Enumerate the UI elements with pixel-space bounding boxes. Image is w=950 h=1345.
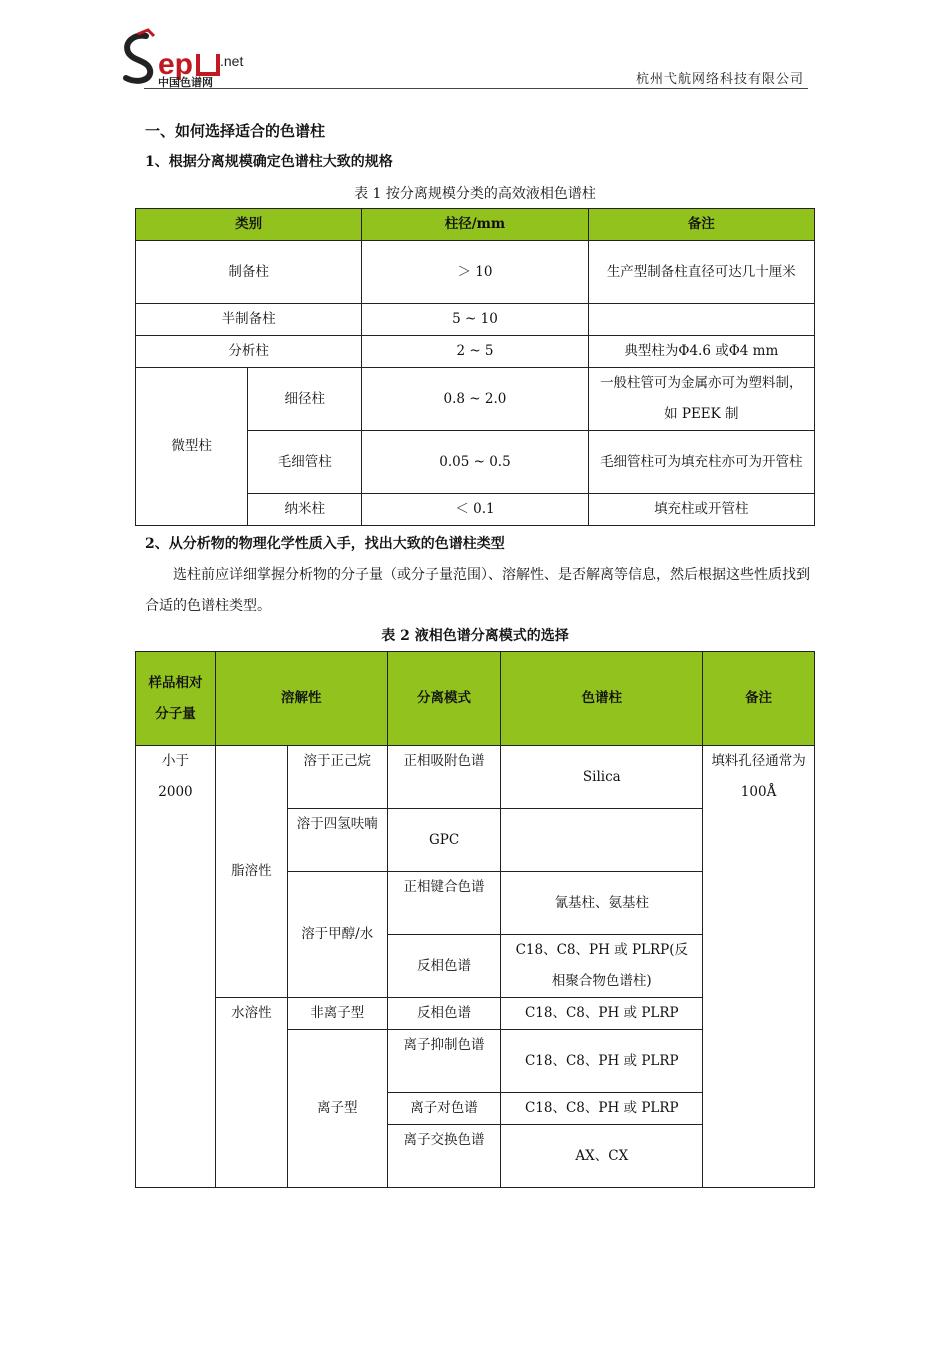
t1-header-category: 类别: [136, 209, 362, 241]
t2-cell: 溶于正己烷: [287, 746, 387, 809]
t1-cell: 2 ~ 5: [362, 336, 588, 368]
t1-cell: 毛细管柱: [248, 431, 362, 494]
t2-header-solubility: 溶解性: [215, 652, 387, 746]
t2-cell-note: 填料孔径通常为 100Å: [703, 746, 815, 1188]
t2-header-column: 色谱柱: [501, 652, 703, 746]
t2-header-mw: 样品相对分子量: [136, 652, 216, 746]
t2-cell: 离子对色谱: [387, 1093, 501, 1125]
t1-cell: 一般柱管可为金属亦可为塑料制，如 PEEK 制: [588, 368, 814, 431]
t2-cell: 溶于甲醇/水: [287, 872, 387, 998]
t1-cell: 0.05 ~ 0.5: [362, 431, 588, 494]
t1-cell: 制备柱: [136, 241, 362, 304]
page-header: [120, 28, 808, 90]
t2-cell: 离子抑制色谱: [387, 1030, 501, 1093]
t2-cell: 氰基柱、氨基柱: [501, 872, 703, 935]
body-paragraph: 选柱前应详细掌握分析物的分子量（或分子量范围）、溶解性、是否解离等信息，然后根据这些性质找到合适的色谱柱类型。: [145, 567, 810, 614]
svg-text:ep: ep: [158, 48, 194, 81]
t1-header-note: 备注: [588, 209, 814, 241]
t2-cell: C18、C8、PH 或 PLRP(反相聚合物色谱柱): [501, 935, 703, 998]
t1-cell: 5 ~ 10: [362, 304, 588, 336]
t2-cell: C18、C8、PH 或 PLRP: [501, 1030, 703, 1093]
t2-cell: C18、C8、PH 或 PLRP: [501, 1093, 703, 1125]
t1-cell: 半制备柱: [136, 304, 362, 336]
company-name: 杭州弋航网络科技有限公司: [635, 72, 804, 87]
t2-cell: GPC: [387, 809, 501, 872]
t2-cell: 离子型: [287, 1030, 387, 1188]
header-divider: [144, 88, 808, 89]
t2-header-note: 备注: [703, 652, 815, 746]
t2-cell: 正相吸附色谱: [387, 746, 501, 809]
t2-cell: AX、CX: [501, 1125, 703, 1188]
t1-cell: ＜ 0.1: [362, 494, 588, 526]
svg-text:中国色谱网: 中国色谱网: [158, 77, 213, 88]
column-scale-table: [135, 208, 815, 526]
separation-mode-table: [135, 651, 815, 1188]
table1-caption: 表 1 按分离规模分类的高效液相色谱柱: [354, 186, 596, 202]
t1-cell: 典型柱为Φ4.6 或Φ4 mm: [588, 336, 814, 368]
t1-cell: 分析柱: [136, 336, 362, 368]
t2-cell: 非离子型: [287, 998, 387, 1030]
table2-caption: 表 2 液相色谱分离模式的选择: [381, 628, 569, 644]
t1-cell: [588, 304, 814, 336]
t1-cell: 纳米柱: [248, 494, 362, 526]
t1-cell: 生产型制备柱直径可达几十厘米: [588, 241, 814, 304]
t2-cell: C18、C8、PH 或 PLRP: [501, 998, 703, 1030]
svg-text:.net: .net: [220, 53, 244, 69]
t2-cell: [501, 809, 703, 872]
t2-cell: 溶于四氢呋喃: [287, 809, 387, 872]
t1-header-diameter: 柱径/mm: [362, 209, 588, 241]
t1-cell: 填充柱或开管柱: [588, 494, 814, 526]
t2-cell: 反相色谱: [387, 998, 501, 1030]
sepu-logo: [120, 28, 260, 88]
t1-cell: 毛细管柱可为填充柱亦可为开管柱: [588, 431, 814, 494]
t2-header-mode: 分离模式: [387, 652, 501, 746]
t2-cell-mw: 小于 2000: [136, 746, 216, 1188]
t2-cell: 正相键合色谱: [387, 872, 501, 935]
t2-cell-water: 水溶性: [215, 998, 287, 1188]
t2-cell: Silica: [501, 746, 703, 809]
t2-cell: 反相色谱: [387, 935, 501, 998]
t2-cell-lipo: 脂溶性: [215, 746, 287, 998]
t1-cell-micro: 微型柱: [136, 368, 248, 526]
subsection-1-title: 1、根据分离规模确定色谱柱大致的规格: [145, 154, 393, 170]
t1-cell: 0.8 ~ 2.0: [362, 368, 588, 431]
section-title: 一、如何选择适合的色谱柱: [145, 122, 326, 140]
t1-cell: ＞ 10: [362, 241, 588, 304]
t2-cell: 离子交换色谱: [387, 1125, 501, 1188]
t1-cell: 细径柱: [248, 368, 362, 431]
subsection-2-title: 2、从分析物的物理化学性质入手，找出大致的色谱柱类型: [145, 536, 505, 552]
